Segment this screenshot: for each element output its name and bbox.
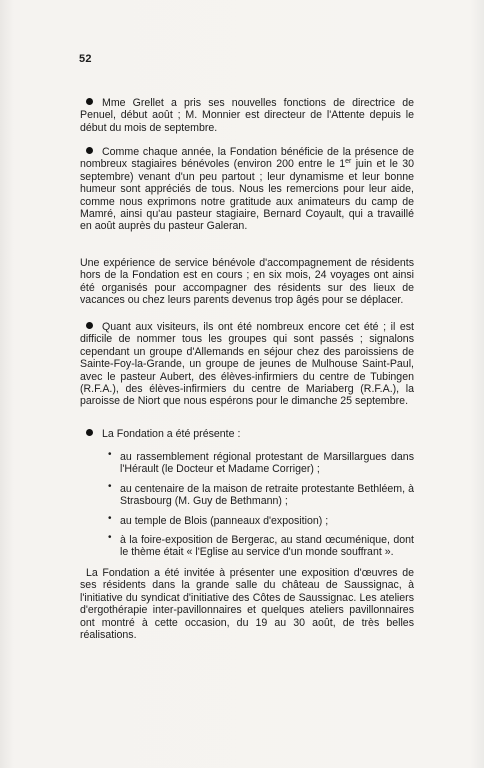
presence-list [108, 451, 414, 566]
paragraph-presence-heading [80, 428, 414, 440]
paragraph-exhibition [80, 567, 414, 641]
list-item [108, 512, 414, 527]
paragraph-text: Mme Grellet a pris ses nouvelles fonctions de directrice de Penuel, début août ; M. Monnier est directeur de l'Attente depuis le début du mois de septembre. [80, 97, 414, 134]
page-number: 52 [79, 53, 92, 65]
list-item [108, 480, 414, 508]
paragraph-text: Comme chaque année, la Fondation bénéficie de la présence de nombreux stagiaires bénévoles (environ 200 entre le 1 [80, 146, 414, 171]
list-item-text: au rassemblement régional protestant de Marsillargues dans l'Hérault (le Docteur et Madame Corriger) ; [120, 451, 414, 476]
paragraph-text: Quant aux visiteurs, ils ont été nombreux encore cet été ; il est difficile de nommer tous les groupes qui sont passés ; signalons cependant un groupe d'Allemands en séjour chez des paroissiens de Sainte-Foy-la-Grande, un groupe de jeunes de Mulhouse Saint-Paul, avec le pasteur Aubert, des élèves-infirmiers du centre de Tubingen (R.F.A.), des élèves-infirmiers du centre de Mariaberg (R.F.A.), la paroisse de Niort que nous espérons pour le dimanche 25 septembre. [80, 321, 414, 408]
paragraph-staff-changes [80, 97, 414, 134]
list-marker: • [108, 480, 112, 492]
paragraph-text: La Fondation a été présente : [102, 428, 241, 440]
paragraph-text: Une expérience de service bénévole d'accompagnement de résidents hors de la Fondation est en cours ; en six mois, 24 voyages ont ainsi été organisés pour accompagner des résidents sur des lieux de vacances ou chez leurs parents devenus trop âgés pour se déplacer. [80, 257, 414, 307]
bullet-dot-icon [86, 429, 93, 436]
list-item-text: au temple de Blois (panneaux d'exposition) ; [120, 514, 329, 527]
bullet-dot-icon [86, 147, 93, 154]
paragraph-text: La Fondation a été invitée à présenter une exposition d'œuvres de ses résidents dans la grande salle du château de Saussignac, à l'initiative du syndicat d'initiative des Côtes de Saussignac. Les ateliers d'ergothérapie inter-pavillonnaires et quelques ateliers pavillonnaires ont montré à cette occasion, du 19 au 30 août, de très belles réalisations. [80, 567, 414, 642]
paragraph-visitors [80, 321, 414, 408]
list-marker: • [108, 532, 112, 544]
list-marker: • [108, 449, 112, 460]
list-item-text: à la foire-exposition de Bergerac, au stand œcuménique, dont le thème était « l'Eglise au service d'un monde souffrant ». [120, 534, 414, 559]
list-marker: • [108, 512, 112, 524]
bullet-dot-icon [86, 322, 93, 329]
paragraph-accompaniment [80, 257, 414, 307]
paragraph-text-continued: juin et le 30 septembre) venant d'un peu partout ; leur dynamisme et leur bonne humeur sont appréciés de tous. Nous les remercions pour leur aide, comme nous exprimons notre gratitude aux animateurs du camp de Mamré, ainsi qu'au pasteur stagiaire, Bernard Coyault, qui a travaillé en août auprès du pasteur Galeran. [80, 158, 414, 233]
list-item-text: au centenaire de la maison de retraite protestante Bethléem, à Strasbourg (M. Guy de Bethmann) ; [120, 482, 414, 508]
list-item [108, 534, 414, 559]
paragraph-volunteers [80, 146, 414, 233]
list-item [108, 451, 414, 476]
superscript-er: er [345, 158, 352, 166]
bullet-dot-icon [86, 98, 93, 105]
